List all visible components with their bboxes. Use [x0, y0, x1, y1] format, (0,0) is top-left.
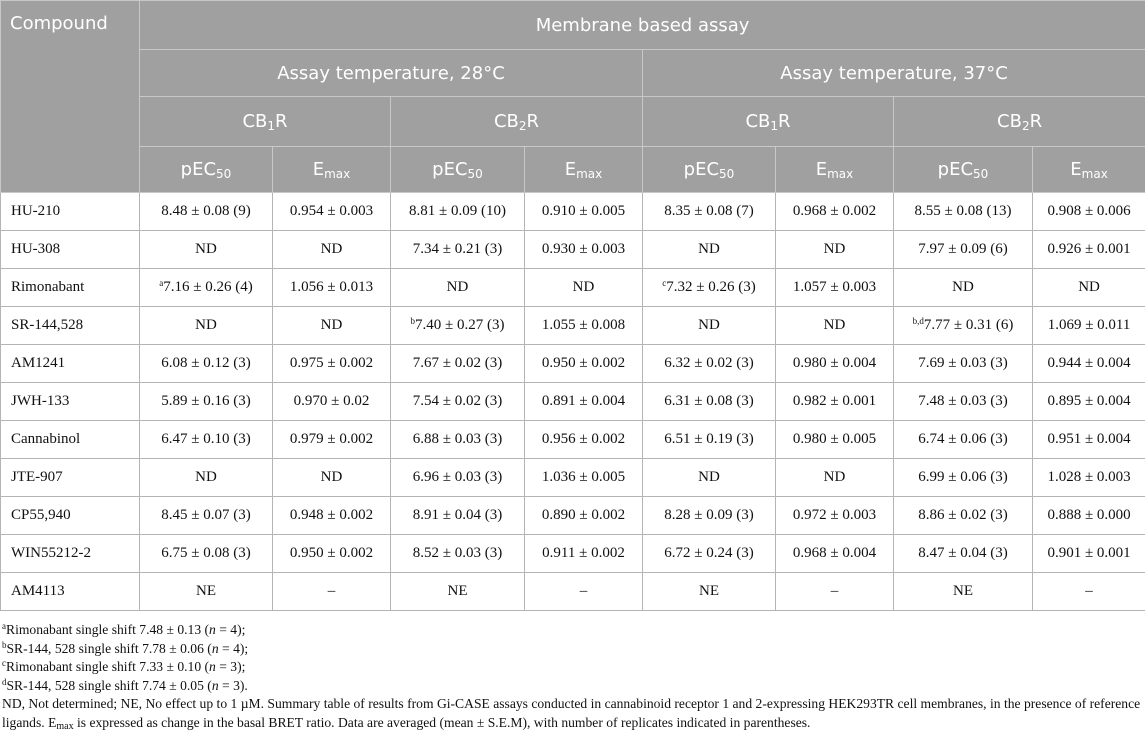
compound-name: AM4113	[1, 573, 140, 611]
table-cell: 6.31 ± 0.08 (3)	[643, 383, 776, 421]
table-row	[1, 573, 1145, 611]
table-row	[1, 497, 1145, 535]
table-row	[1, 421, 1145, 459]
table-cell: 1.069 ± 0.011	[1033, 307, 1145, 345]
table-cell: 0.980 ± 0.005	[776, 421, 894, 459]
table-cell: ND	[776, 231, 894, 269]
table-cell: 6.88 ± 0.03 (3)	[391, 421, 525, 459]
compound-name: AM1241	[1, 345, 140, 383]
table-row	[1, 269, 1145, 307]
pec50-header: pEC$_{50}$	[140, 147, 273, 193]
table-cell: 7.34 ± 0.21 (3)	[391, 231, 525, 269]
receptor-header-cb1-28: $CB_1R$	[140, 97, 391, 147]
table-cell: 8.28 ± 0.09 (3)	[643, 497, 776, 535]
table-cell: ND	[391, 269, 525, 307]
table-cell: 0.891 ± 0.004	[525, 383, 643, 421]
table-row	[1, 535, 1145, 573]
footnote-b: $^b$SR-144, 528 single shift 7.78 ± 0.06 (n = 4);	[2, 639, 249, 656]
compound-header: Compound	[1, 1, 140, 193]
compound-name: SR-144,528	[1, 307, 140, 345]
table-cell: NE	[894, 573, 1033, 611]
table-cell: ND	[643, 231, 776, 269]
table-cell: ND	[525, 269, 643, 307]
receptor-header-cb2-28: $CB_2R$	[391, 97, 643, 147]
table-cell: ND	[140, 307, 273, 345]
table-row	[1, 193, 1145, 231]
table-cell: 0.975 ± 0.002	[273, 345, 391, 383]
table-cell: –	[776, 573, 894, 611]
table-cell: 8.35 ± 0.08 (7)	[643, 193, 776, 231]
table-cell: 6.96 ± 0.03 (3)	[391, 459, 525, 497]
emax-header: $E_{max}$	[273, 147, 391, 193]
table-cell: 0.970 ± 0.02	[273, 383, 391, 421]
table-row	[1, 307, 1145, 345]
table-cell: 7.69 ± 0.03 (3)	[894, 345, 1033, 383]
table-cell: 0.948 ± 0.002	[273, 497, 391, 535]
table-cell: 8.91 ± 0.04 (3)	[391, 497, 525, 535]
compound-name: JTE-907	[1, 459, 140, 497]
table-cell: 8.52 ± 0.03 (3)	[391, 535, 525, 573]
compound-name: WIN55212-2	[1, 535, 140, 573]
compound-name: Rimonabant	[1, 269, 140, 307]
emax-header: $E_{max}$	[776, 147, 894, 193]
table-cell: 1.056 ± 0.013	[273, 269, 391, 307]
table-cell: 0.980 ± 0.004	[776, 345, 894, 383]
table-cell: $^a$7.16 ± 0.26 (4)	[140, 269, 273, 307]
table-cell: 0.888 ± 0.000	[1033, 497, 1145, 535]
compound-name: JWH-133	[1, 383, 140, 421]
table-cell: 6.99 ± 0.06 (3)	[894, 459, 1033, 497]
table-cell: 0.950 ± 0.002	[273, 535, 391, 573]
table-cell: 6.74 ± 0.06 (3)	[894, 421, 1033, 459]
table-cell: 6.75 ± 0.08 (3)	[140, 535, 273, 573]
footnote-c: $^c$Rimonabant single shift 7.33 ± 0.10 (n = 3);	[2, 658, 246, 675]
table-cell: –	[525, 573, 643, 611]
table-cell: 0.930 ± 0.003	[525, 231, 643, 269]
table-cell: 6.51 ± 0.19 (3)	[643, 421, 776, 459]
table-cell: 0.972 ± 0.003	[776, 497, 894, 535]
table-cell: 0.908 ± 0.006	[1033, 193, 1145, 231]
table-row	[1, 383, 1145, 421]
table-row	[1, 231, 1145, 269]
table-cell: 7.97 ± 0.09 (6)	[894, 231, 1033, 269]
table-cell: 0.982 ± 0.001	[776, 383, 894, 421]
table-cell: 8.48 ± 0.08 (9)	[140, 193, 273, 231]
table-legend: ND, Not determined; NE, No effect up to 1 µM. Summary table of results from Gi-CASE assays conducted in cannabinoid receptor 1 and 2-expressing HEK293TR cell membranes, in the presence of reference ligands. $E_{max}$ is expressed as change in the basal BRET ratio. Data are averaged (mean ± S.E.M), with number of replicates indicated in parentheses.	[2, 696, 1141, 732]
table-cell: 7.67 ± 0.02 (3)	[391, 345, 525, 383]
table-cell: ND	[643, 307, 776, 345]
table-cell: 8.55 ± 0.08 (13)	[894, 193, 1033, 231]
temperature-37-header: Assay temperature, 37°C	[643, 50, 1145, 97]
table-cell: 0.951 ± 0.004	[1033, 421, 1145, 459]
table-cell: NE	[643, 573, 776, 611]
table-cell: 1.055 ± 0.008	[525, 307, 643, 345]
compound-name: HU-210	[1, 193, 140, 231]
table-cell: ND	[1033, 269, 1145, 307]
table-cell: 6.08 ± 0.12 (3)	[140, 345, 273, 383]
temperature-28-header: Assay temperature, 28°C	[140, 50, 643, 97]
table-cell: 0.901 ± 0.001	[1033, 535, 1145, 573]
compound-name: Cannabinol	[1, 421, 140, 459]
table-cell: 6.32 ± 0.02 (3)	[643, 345, 776, 383]
table-cell: 0.968 ± 0.002	[776, 193, 894, 231]
table-cell: ND	[643, 459, 776, 497]
footnote-d: $^d$SR-144, 528 single shift 7.74 ± 0.05 (n = 3).	[2, 676, 248, 693]
table-cell: NE	[391, 573, 525, 611]
table-cell: 8.86 ± 0.02 (3)	[894, 497, 1033, 535]
table-cell: 6.72 ± 0.24 (3)	[643, 535, 776, 573]
table-cell: ND	[140, 231, 273, 269]
table-cell: 0.954 ± 0.003	[273, 193, 391, 231]
table-cell: ND	[273, 307, 391, 345]
table-cell: 0.944 ± 0.004	[1033, 345, 1145, 383]
table-cell: ND	[140, 459, 273, 497]
table-cell: ND	[273, 459, 391, 497]
table-cell: 1.028 ± 0.003	[1033, 459, 1145, 497]
table-cell: $^c$7.32 ± 0.26 (3)	[643, 269, 776, 307]
membrane-assay-header: Membrane based assay	[140, 1, 1145, 50]
table-cell: ND	[273, 231, 391, 269]
table-cell: 8.81 ± 0.09 (10)	[391, 193, 525, 231]
table-cell: 7.48 ± 0.03 (3)	[894, 383, 1033, 421]
table-cell: 1.036 ± 0.005	[525, 459, 643, 497]
pec50-header: pEC$_{50}$	[894, 147, 1033, 193]
table-cell: ND	[776, 307, 894, 345]
table-cell: –	[273, 573, 391, 611]
table-cell: 0.968 ± 0.004	[776, 535, 894, 573]
emax-header: $E_{max}$	[525, 147, 643, 193]
table-cell: 0.890 ± 0.002	[525, 497, 643, 535]
table-cell: ND	[894, 269, 1033, 307]
table-cell: 0.950 ± 0.002	[525, 345, 643, 383]
table-cell: 5.89 ± 0.16 (3)	[140, 383, 273, 421]
table-cell: $^{b,d}$7.77 ± 0.31 (6)	[894, 307, 1033, 345]
table-cell: 1.057 ± 0.003	[776, 269, 894, 307]
table-cell: 0.911 ± 0.002	[525, 535, 643, 573]
receptor-header-cb2-37: $CB_2R$	[894, 97, 1145, 147]
table-cell: 0.926 ± 0.001	[1033, 231, 1145, 269]
table-cell: 6.47 ± 0.10 (3)	[140, 421, 273, 459]
table-cell: 7.54 ± 0.02 (3)	[391, 383, 525, 421]
table-cell: 0.895 ± 0.004	[1033, 383, 1145, 421]
compound-name: HU-308	[1, 231, 140, 269]
pec50-header: pEC$_{50}$	[643, 147, 776, 193]
table-cell: 8.45 ± 0.07 (3)	[140, 497, 273, 535]
table-cell: –	[1033, 573, 1145, 611]
footnote-a: $^a$Rimonabant single shift 7.48 ± 0.13 (n = 4);	[2, 621, 246, 637]
pec50-header: pEC$_{50}$	[391, 147, 525, 193]
table-row	[1, 345, 1145, 383]
table-cell: ND	[776, 459, 894, 497]
table-row	[1, 459, 1145, 497]
compound-name: CP55,940	[1, 497, 140, 535]
table-cell: NE	[140, 573, 273, 611]
receptor-header-cb1-37: $CB_1R$	[643, 97, 894, 147]
table-cell: 0.910 ± 0.005	[525, 193, 643, 231]
table-cell: 0.956 ± 0.002	[525, 421, 643, 459]
table-footnotes	[2, 621, 1142, 733]
table-cell: 8.47 ± 0.04 (3)	[894, 535, 1033, 573]
table-cell: 0.979 ± 0.002	[273, 421, 391, 459]
table-cell: $^b$7.40 ± 0.27 (3)	[391, 307, 525, 345]
emax-header: $E_{max}$	[1033, 147, 1145, 193]
